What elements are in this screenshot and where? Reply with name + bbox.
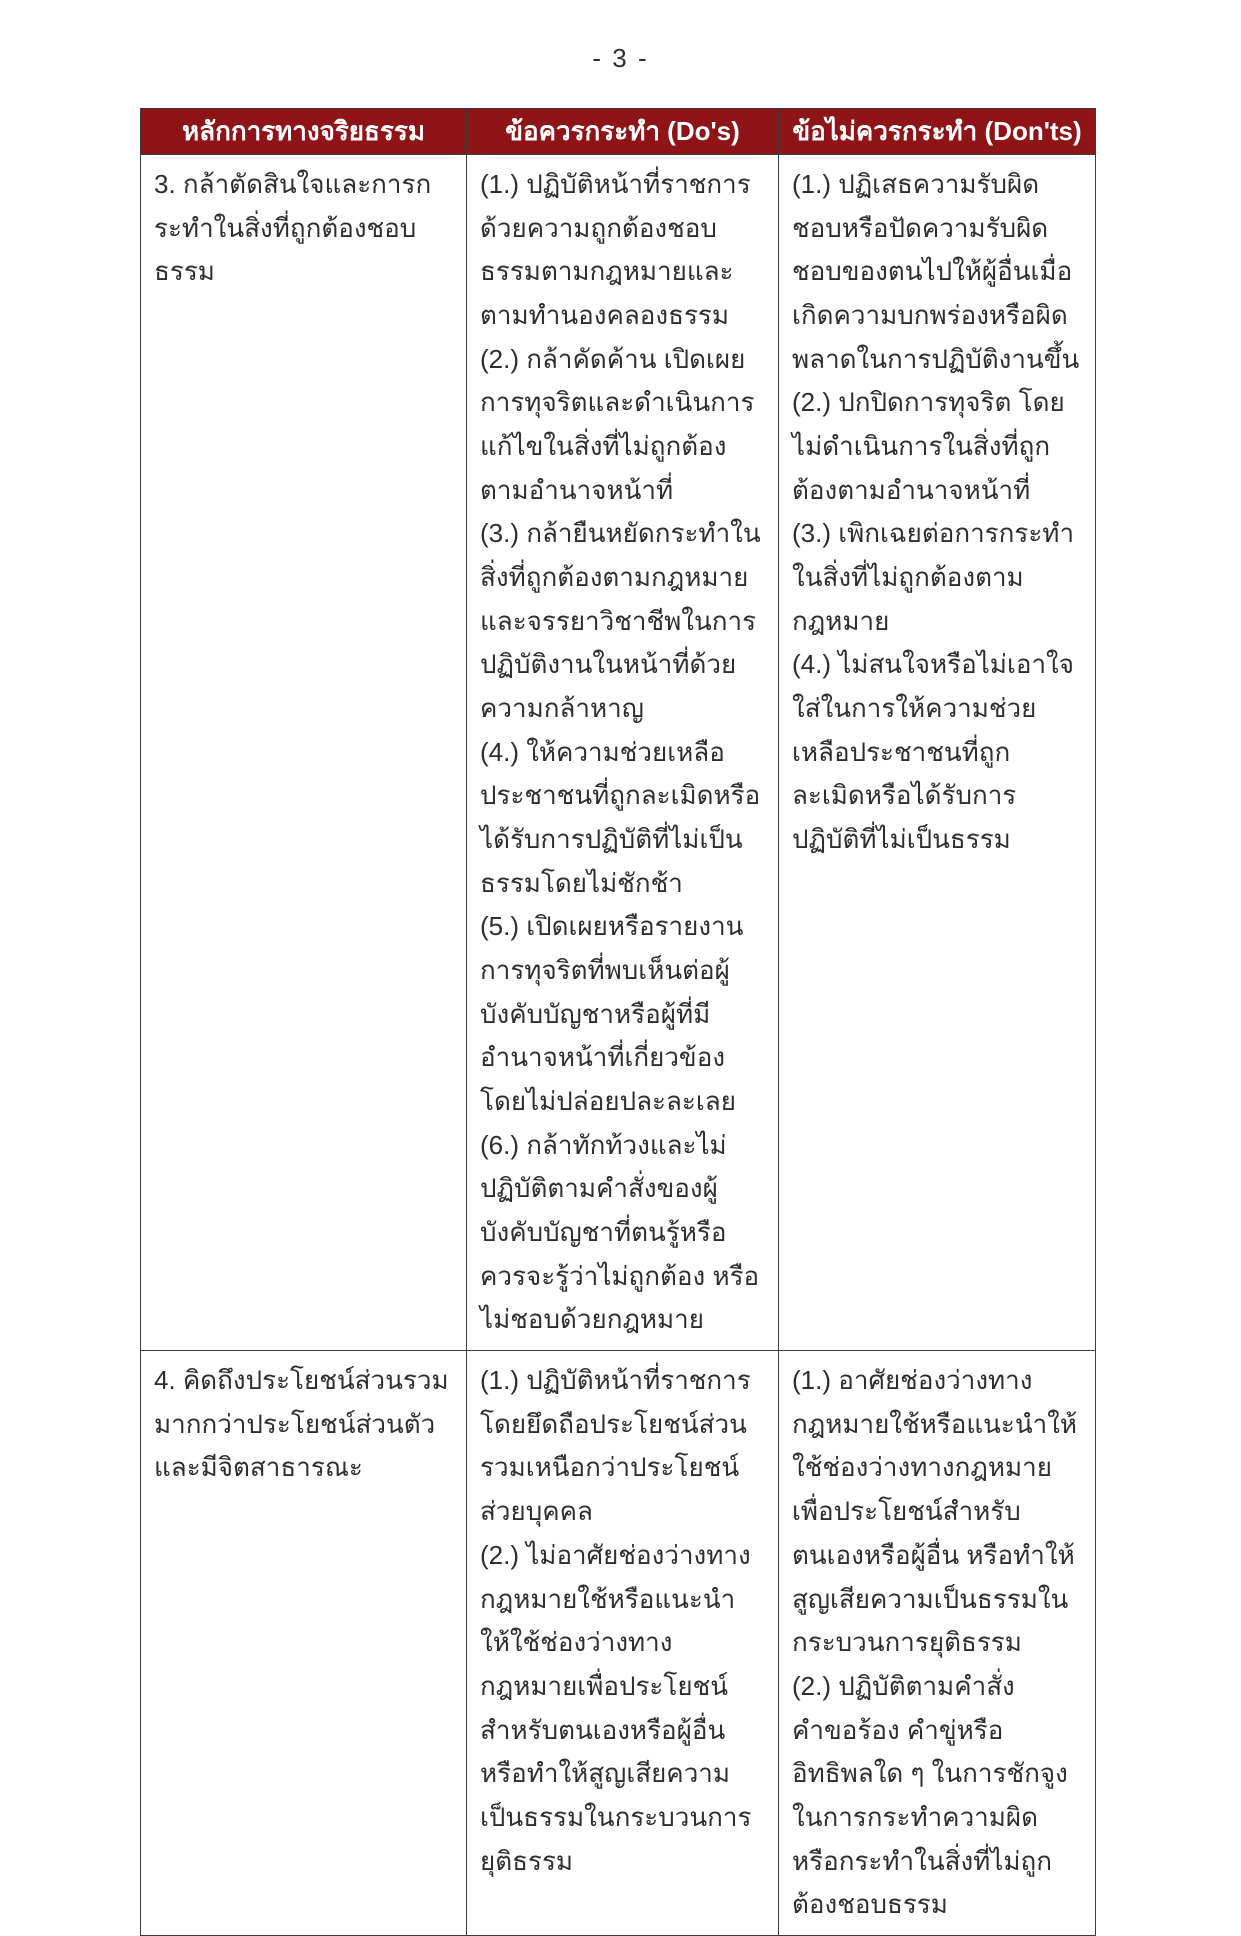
dos-cell <box>467 1351 779 1936</box>
donts-cell <box>779 1351 1096 1936</box>
column-header-principle: หลักการทางจริยธรรม <box>141 109 467 155</box>
dos-item: (2.) ไม่อาศัยช่องว่างทางกฎหมายใช้หรือแนะนำให้ใช้ช่องว่างทางกฎหมายเพื่อประโยชน์สำหรับตนเองหรือผู้อื่น หรือทำให้สูญเสียความเป็นธรรมในกระบวนการยุติธรรม <box>480 1539 752 1876</box>
table-row-principle-4 <box>141 1351 1096 1936</box>
dos-item: (5.) เปิดเผยหรือรายงานการทุจริตที่พบเห็นต่อผู้บังคับบัญชาหรือผู้ที่มีอำนาจหน้าที่เกี่ยวข้องโดยไม่ปล่อยปละละเลย <box>480 911 744 1117</box>
donts-item: (3.) เพิกเฉยต่อการกระทำในสิ่งที่ไม่ถูกต้องตามกฎหมาย <box>792 518 1075 636</box>
donts-item: (1.) อาศัยช่องว่างทางกฎหมายใช้หรือแนะนำให้ใช้ช่องว่างทางกฎหมายเพื่อประโยชน์สำหรับตนเองหรือผู้อื่น หรือทำให้สูญเสียความเป็นธรรมในกระบวนการยุติธรรม <box>792 1365 1078 1658</box>
dos-item: (3.) กล้ายืนหยัดกระทำในสิ่งที่ถูกต้องตามกฎหมายและจรรยาวิชาชีพในการปฏิบัติงานในหน้าที่ด้วยความกล้าหาญ <box>480 518 761 724</box>
donts-item: (2.) ปฏิบัติตามคำสั่ง คำขอร้อง คำขู่หรืออิทธิพลใด ๆ ในการชักจูงในการกระทำความผิดหรือกระทำในสิ่งที่ไม่ถูกต้องชอบธรรม <box>792 1670 1068 1920</box>
dos-item: (6.) กล้าทักท้วงและไม่ปฏิบัติตามคำสั่งของผู้บังคับบัญชาที่ตนรู้หรือควรจะรู้ว่าไม่ถูกต้อง หรือไม่ชอบด้วยกฎหมาย <box>480 1129 760 1335</box>
donts-cell <box>779 155 1096 1351</box>
ethics-dos-donts-table <box>140 108 1096 1936</box>
column-header-dos: ข้อควรกระทำ (Do's) <box>467 109 779 155</box>
principle-text: 4. คิดถึงประโยชน์ส่วนรวมมากกว่าประโยชน์ส่วนตัว และมีจิตสาธารณะ <box>154 1365 449 1483</box>
table-header-row <box>141 109 1096 155</box>
table-row-principle-3 <box>141 155 1096 1351</box>
principle-cell <box>141 155 467 1351</box>
page-number: - 3 - <box>592 43 649 73</box>
dos-item: (1.) ปฏิบัติหน้าที่ราชการด้วยความถูกต้องชอบธรรมตามกฎหมายและตามทำนองคลองธรรม <box>480 169 751 331</box>
donts-item: (2.) ปกปิดการทุจริต โดยไม่ดำเนินการในสิ่งที่ถูกต้องตามอำนาจหน้าที่ <box>792 387 1065 505</box>
principle-cell <box>141 1351 467 1936</box>
dos-item: (4.) ให้ความช่วยเหลือประชาชนที่ถูกละเมิดหรือได้รับการปฏิบัติที่ไม่เป็นธรรมโดยไม่ชักช้า <box>480 736 761 898</box>
principle-text: 3. กล้าตัดสินใจและการกระทำในสิ่งที่ถูกต้องชอบธรรม <box>154 169 432 287</box>
column-header-donts: ข้อไม่ควรกระทำ (Don'ts) <box>779 109 1096 155</box>
dos-cell <box>467 155 779 1351</box>
donts-item: (1.) ปฏิเสธความรับผิดชอบหรือปัดความรับผิดชอบของตนไปให้ผู้อื่นเมื่อเกิดความบกพร่องหรือผิดพลาดในการปฏิบัติงานขึ้น <box>792 169 1080 374</box>
dos-item: (2.) กล้าคัดค้าน เปิดเผยการทุจริตและดำเนินการแก้ไขในสิ่งที่ไม่ถูกต้องตามอำนาจหน้าที่ <box>480 343 755 505</box>
dos-item: (1.) ปฏิบัติหน้าที่ราชการโดยยึดถือประโยชน์ส่วนรวมเหนือกว่าประโยชน์ส่วยบุคคล <box>480 1365 751 1527</box>
donts-item: (4.) ไม่สนใจหรือไม่เอาใจใส่ในการให้ความช่วยเหลือประชาชนที่ถูกละเมิดหรือได้รับการปฏิบัติที่ไม่เป็นธรรม <box>792 649 1074 855</box>
